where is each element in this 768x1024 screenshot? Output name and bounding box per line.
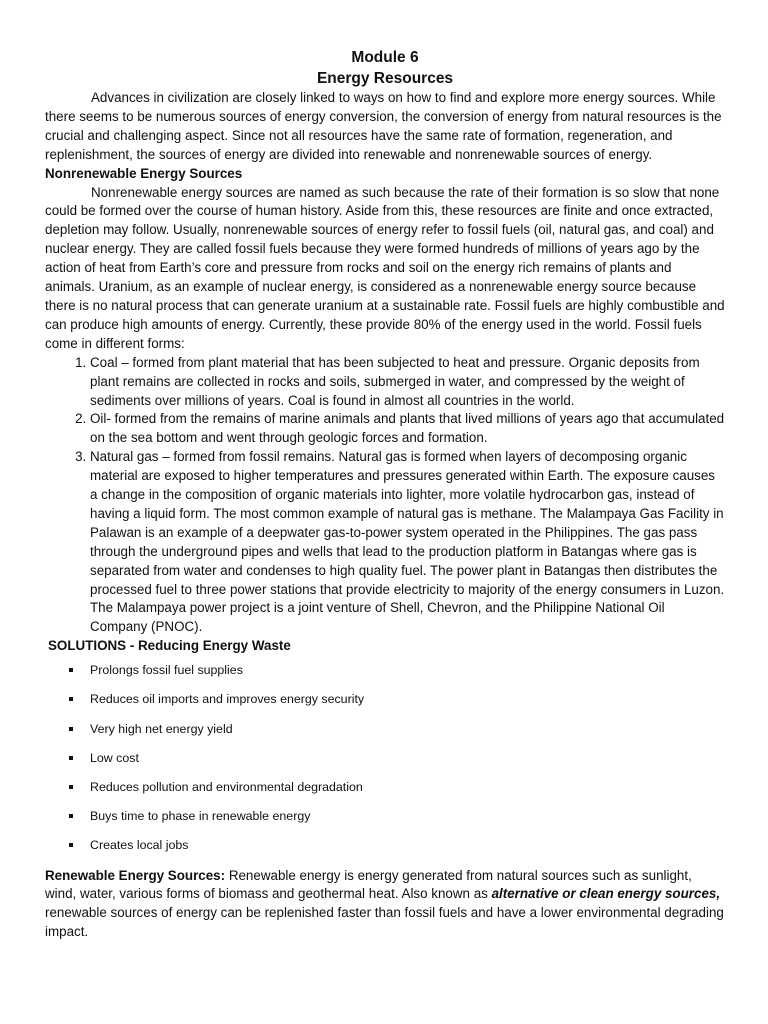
module-number: Module 6 bbox=[351, 49, 419, 66]
square-bullet-icon bbox=[69, 814, 73, 818]
square-bullet-icon bbox=[69, 756, 73, 760]
list-item bbox=[45, 837, 725, 853]
list-item bbox=[45, 662, 725, 678]
list-item-text: Buys time to phase in renewable energy bbox=[90, 809, 311, 824]
renewable-emphasis: alternative or clean energy sources, bbox=[491, 886, 721, 902]
list-item-text: Low cost bbox=[90, 750, 139, 765]
list-item-text: Creates local jobs bbox=[90, 838, 189, 853]
renewable-text-part1: Renewable energy is energy generated from natural sources such as sunlight, wind, water, various forms of biomass and geothermal heat. Also known as bbox=[45, 867, 692, 902]
document-content bbox=[45, 47, 725, 942]
square-bullet-icon bbox=[69, 668, 73, 672]
list-item-text: Very high net energy yield bbox=[90, 721, 233, 736]
square-bullet-icon bbox=[69, 785, 73, 789]
square-bullet-icon bbox=[69, 843, 73, 847]
renewable-paragraph bbox=[45, 867, 725, 943]
nonrenewable-paragraph: Nonrenewable energy sources are named as such because the rate of their formation is so slow that none could be formed over the course of human history. Aside from this, these resources are finite and once extracted, depletion may follow. Usually, nonrenewable sources of energy refer to fossil fuels (oil, natural gas, and coal) and nuclear energy. They are called fossil fuels because they were formed hundreds of millions of years ago by the action of heat from Earth’s core and pressure from rocks and soil on the energy rich remains of plants and animals. Uranium, as an example of nuclear energy, is considered as a nonrenewable energy source because there is no natural process that can generate uranium at a sustainable rate. Fossil fuels are highly combustible and can produce high amounts of energy. Currently, these provide 80% of the energy used in the world. Fossil fuels come in different forms: bbox=[45, 184, 725, 351]
nonrenewable-heading: Nonrenewable Energy Sources bbox=[45, 165, 243, 181]
list-item bbox=[45, 691, 725, 707]
list-item-text: Reduces oil imports and improves energy security bbox=[90, 692, 365, 707]
list-item bbox=[45, 779, 725, 795]
solutions-heading: SOLUTIONS - Reducing Energy Waste bbox=[48, 638, 291, 654]
list-item-text: Reduces pollution and environmental degradation bbox=[90, 779, 363, 794]
list-item bbox=[45, 721, 725, 737]
page-title: Energy Resources bbox=[316, 70, 454, 87]
list-item: 2. Oil- formed from the remains of marine animals and plants that lived millions of years ago that accumulated on the sea bottom and went through geologic forces and formation. bbox=[90, 410, 725, 448]
renewable-heading: Renewable Energy Sources: bbox=[45, 867, 226, 883]
list-item: 1. Coal – formed from plant material that has been subjected to heat and pressure. Organic deposits from plant remains are collected in rocks and soils, submerged in water, and compressed by the weight of sediments over millions of years. Coal is found in almost all countries in the world. bbox=[90, 354, 725, 411]
fossil-fuel-forms-list bbox=[45, 354, 725, 638]
list-item-text: Prolongs fossil fuel supplies bbox=[90, 663, 243, 678]
renewable-text-part2: renewable sources of energy can be replenished faster than fossil fuels and have a lower environmental degrading impact. bbox=[45, 905, 724, 940]
square-bullet-icon bbox=[69, 697, 73, 701]
list-item bbox=[45, 750, 725, 766]
square-bullet-icon bbox=[69, 727, 73, 731]
list-item bbox=[45, 808, 725, 824]
list-item: 3. Natural gas – formed from fossil remains. Natural gas is formed when layers of decomposing organic material are exposed to higher temperatures and pressures generated within Earth. The exposure causes a change in the composition of organic materials into lighter, more volatile hydrocarbon gas, instead of having a liquid form. The most common example of natural gas is methane. The Malampaya Gas Facility in Palawan is an example of a deepwater gas-to-power system operated in the Philippines. The gas pass through the underground pipes and wells that lead to the production platform in Batangas where gas is separated from water and condenses to high quality fuel. The power plant in Batangas then distributes the processed fuel to three power stations that provide electricity to majority of the energy consumers in Luzon. The Malampaya power project is a joint venture of Shell, Chevron, and the Philippine National Oil Company (PNOC). bbox=[90, 448, 725, 637]
intro-paragraph: Advances in civilization are closely linked to ways on how to find and explore more energy sources. While there seems to be numerous sources of energy conversion, the conversion of energy from natural resources is the crucial and challenging aspect. Since not all resources have the same rate of formation, regeneration, and replenishment, the sources of energy are divided into renewable and nonrenewable sources of energy. bbox=[45, 90, 722, 162]
solutions-list bbox=[45, 662, 725, 853]
